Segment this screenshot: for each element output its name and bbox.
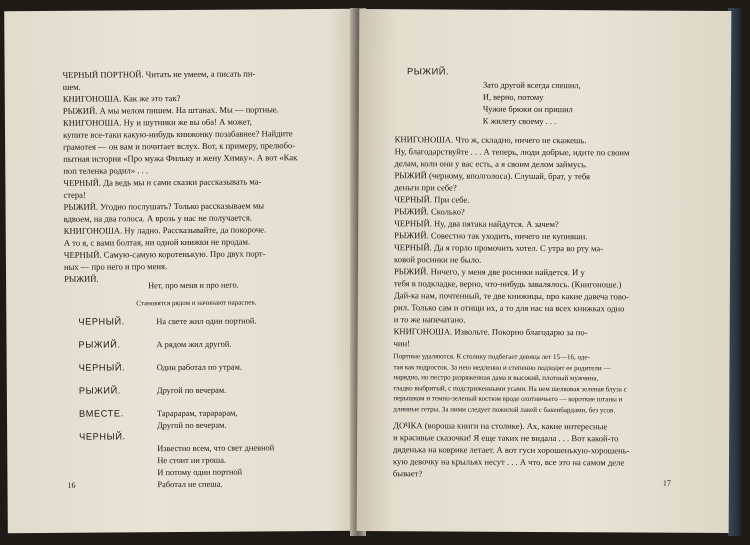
verse-line: Тарарарам, тарарарам, (156, 408, 238, 419)
text-line: КНИГОНОША. Извольте. Покорно благодарю за по- (393, 326, 588, 338)
verse-line: Работал не спеша. (157, 479, 223, 490)
verse-line: Чужие брюки он пришил (482, 104, 573, 115)
text-line: и то же напечатано. (393, 314, 466, 325)
speaker-label: ЧЕРНЫЙ. (78, 316, 125, 327)
text-line: купите все-таки какую-нибудь книжонку позабавнее? Найдите (63, 128, 293, 140)
text-line: грамотея — он вам и почитает вслух. Вот, к примеру, прелюбо- (63, 140, 296, 152)
text-line: РЫЖИЙ. Сколько? (394, 206, 465, 217)
speaker-label: РЫЖИЙ. (78, 339, 121, 350)
text-line: КНИГОНОША. Как же это так? (62, 93, 181, 104)
verse-line: И, верно, потому (482, 92, 544, 102)
text-line: деньги при себе? (394, 182, 457, 193)
verse-line: Один работал по утрам. (156, 362, 243, 373)
right-page (357, 9, 732, 533)
text-line: ЧЕРНЫЙ. Самую-самую коротенькую. Про двух порт- (63, 248, 266, 260)
right-prose (394, 133, 630, 350)
stage-line: тая как подросток. За нею медленно и степенно подходят ее родители — (393, 362, 611, 372)
text-line: бывает? (392, 468, 423, 479)
text-line: ЧЕРНЫЙ. Да ведь мы и сами сказки рассказывать ма- (63, 176, 262, 188)
text-line: вдвоем, на два голоса. А врозь у нас не получается. (63, 212, 252, 224)
text-line: А то я, с вами болтая, ни одной книжки не продам. (63, 236, 251, 248)
stage-line: гладко выбритый, с подстриженными усами. На нем шелковая зеленая блуза с (393, 383, 627, 393)
text-line: КНИГОНОША. Что ж, складно, ничего не скажешь. (394, 134, 587, 146)
text-line: стера! (63, 189, 86, 200)
text-line: РЫЖИЙ. (64, 273, 99, 284)
text-line: делам, коли они у вас есть, а я своим делом займусь. (394, 158, 588, 170)
speaker-label: ВМЕСТЕ. (78, 408, 124, 419)
verse-line: Другой по вечерам. (157, 420, 227, 431)
text-line: РЫЖИЙ. Совестно так уходить, ничего не купивши. (394, 230, 588, 242)
stage-direction (393, 351, 627, 415)
text-line: кую девочку на крыльях несут . . . А что, все это на самом деле (392, 456, 625, 468)
text-line: пытная история «Про мужа Фильку и жену Химку». А вот «Как (63, 152, 298, 164)
speaker-label: ЧЕРНЫЙ. (79, 431, 126, 442)
text-line: ЧЕРНЫЙ. Да я горло промочить хотел. С утра во рту ма- (394, 242, 604, 254)
stage-line: Портные удаляются. К столику подбегает девица лет 15—16, оде- (393, 352, 590, 362)
verse-block (483, 80, 581, 129)
verse-line: К жилету своему . . . (482, 116, 557, 127)
page-number: 16 (67, 480, 76, 490)
speaker-label: ЧЕРНЫЙ. (78, 362, 126, 373)
text-line: ЧЕРНЫЙ ПОРТНОЙ. Читать не умеем, а писать пи- (62, 68, 256, 80)
stage-line: перышком и темно-зеленый костюм вроде охотничьего — короткие штаны и (393, 394, 623, 404)
stage-direction: Становятся рядом и начинают нараспев. (136, 298, 257, 308)
text-line: поп теленка родил» . . . (63, 165, 149, 176)
speaker-label: РЫЖИЙ. (78, 385, 121, 396)
verse-line: Нет, про меня и про него. (148, 280, 239, 291)
text-line: Дай-ка нам, почтенный, те две книжицы, про какие давеча гово- (393, 290, 630, 302)
verse-line: Не стоит ни гроша. (157, 455, 227, 466)
text-line: и красивые сказочки! Я еще таких не видала . . . Вот какой-то (393, 432, 619, 444)
verse-line: И потому один портной (157, 467, 243, 478)
speaker-list (78, 310, 125, 448)
text-line: ЧЕРНЫЙ. При себе. (394, 194, 470, 205)
verse-line: На свете жил один портной. (156, 316, 257, 327)
text-line: дяденька на коврике летает. А вот гуси хорошенькую-хорошень- (393, 444, 630, 456)
left-prose (63, 67, 299, 285)
verse-line: Известно всем, что свет дневной (157, 443, 275, 454)
text-line: РЫЖИЙ. Ничего, у меня две росинки найдется. И у (393, 266, 585, 278)
text-line: ЧЕРНЫЙ. Ну, два пятака найдутся. А зачем? (394, 218, 559, 230)
text-line: РЫЖИЙ. Угодно послушать? Только рассказываем мы (63, 200, 265, 212)
right-prose-tail (393, 419, 630, 480)
text-line: тебя в подкладке, верно, что-нибудь завалялось. (Книгоноше.) (393, 278, 622, 290)
stage-line: длинные гетры. За ними следует пожилой лакей с бакенбардами, без усов. (393, 404, 616, 414)
text-line: шем. (62, 81, 81, 92)
text-line: КНИГОНОША. Ну ладно. Рассказывайте, да покороче. (63, 224, 267, 236)
speaker: РЫЖИЙ. (407, 66, 450, 77)
page-number: 17 (662, 478, 671, 488)
text-line: ковой росинки не было. (394, 254, 482, 265)
text-line: КНИГОНОША. Ну и шутники же вы оба! А может, (62, 116, 252, 128)
stage-line: нарядно, но пестро разряженная дама и высокий, плотный мужчина, (393, 373, 599, 383)
left-page (4, 9, 360, 533)
text-line: рил. Только сам и отищи их, а то для нас на всех книжках одно (393, 302, 625, 314)
text-line: чин! (393, 338, 411, 349)
text-line: ДОЧКА (вороша книги на столике). Ах, какие интересные (393, 420, 608, 432)
verse-line: Зато другой всегда спешил, (482, 80, 581, 91)
verse-line: Другой по вечерам. (156, 385, 227, 396)
text-line: РЫЖИЙ (черному, вполголоса). Слушай, брат, у тебя (394, 170, 591, 182)
text-line: Ну, благодарствуйте . . . А теперь, люди добрые, идите по своим (394, 146, 630, 158)
text-line: ных — про него и про меня. (63, 261, 168, 272)
text-line: РЫЖИЙ. А мы мелом пишем. На штанах. Мы — портные. (62, 104, 279, 116)
verse-line: А рядом жил другой. (156, 339, 232, 350)
